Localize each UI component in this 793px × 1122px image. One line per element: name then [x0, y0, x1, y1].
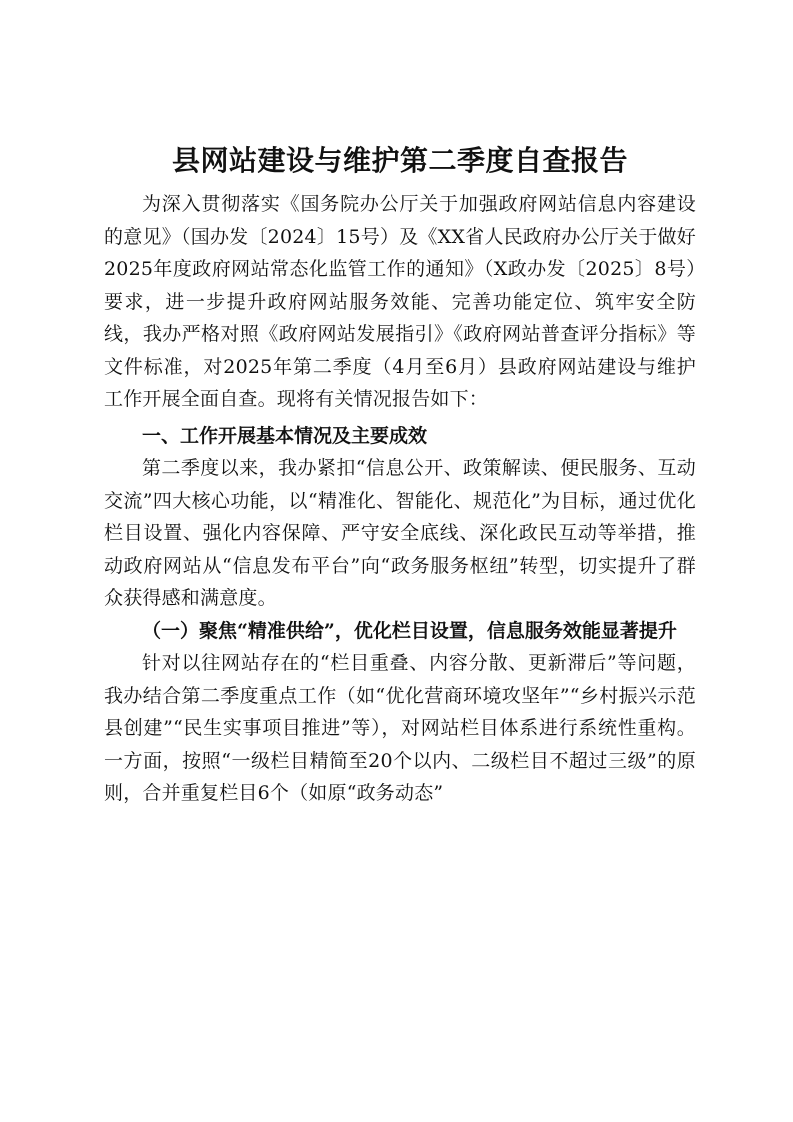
subsection-1-paragraph: 针对以往网站存在的“栏目重叠、内容分散、更新滞后”等问题，我办结合第二季度重点工作（如“优化营商环境攻坚年”“乡村振兴示范县创建”“民生实事项目推进”等），对网站栏目体系进行系统性重构。一方面，按照“一级栏目精简至20个以内、二级栏目不超过三级”的原则，合并重复栏目6个（如原“政务动态” — [104, 652, 696, 804]
intro-paragraph: 为深入贯彻落实《国务院办公厅关于加强政府网站信息内容建设的意见》（国办发〔2024〕15号）及《XX省人民政府办公厅关于做好2025年度政府网站常态化监管工作的通知》（X政办发〔2025〕8号）要求，进一步提升政府网站服务效能、完善功能定位、筑牢安全防线，我办严格对照《政府网站发展指引》《政府网站普查评分指标》等文件标准，对2025年第二季度（4月至6月）县政府网站建设与维护工作开展全面自查。现将有关情况报告如下： — [104, 193, 696, 410]
subsection-heading-1: （一）聚焦“精准供给”，优化栏目设置，信息服务效能显著提升 — [142, 619, 677, 642]
document-title: 县网站建设与维护第二季度自查报告 — [171, 144, 628, 177]
section-heading-1: 一、工作开展基本情况及主要成效 — [142, 424, 428, 447]
section-1-paragraph: 第二季度以来，我办紧扣“信息公开、政策解读、便民服务、互动交流”四大核心功能，以“精准化、智能化、规范化”为目标，通过优化栏目设置、强化内容保障、严守安全底线、深化政民互动等举措，推动政府网站从“信息发布平台”向“政务服务枢纽”转型，切实提升了群众获得感和满意度。 — [104, 457, 696, 609]
document-body — [104, 142, 696, 810]
